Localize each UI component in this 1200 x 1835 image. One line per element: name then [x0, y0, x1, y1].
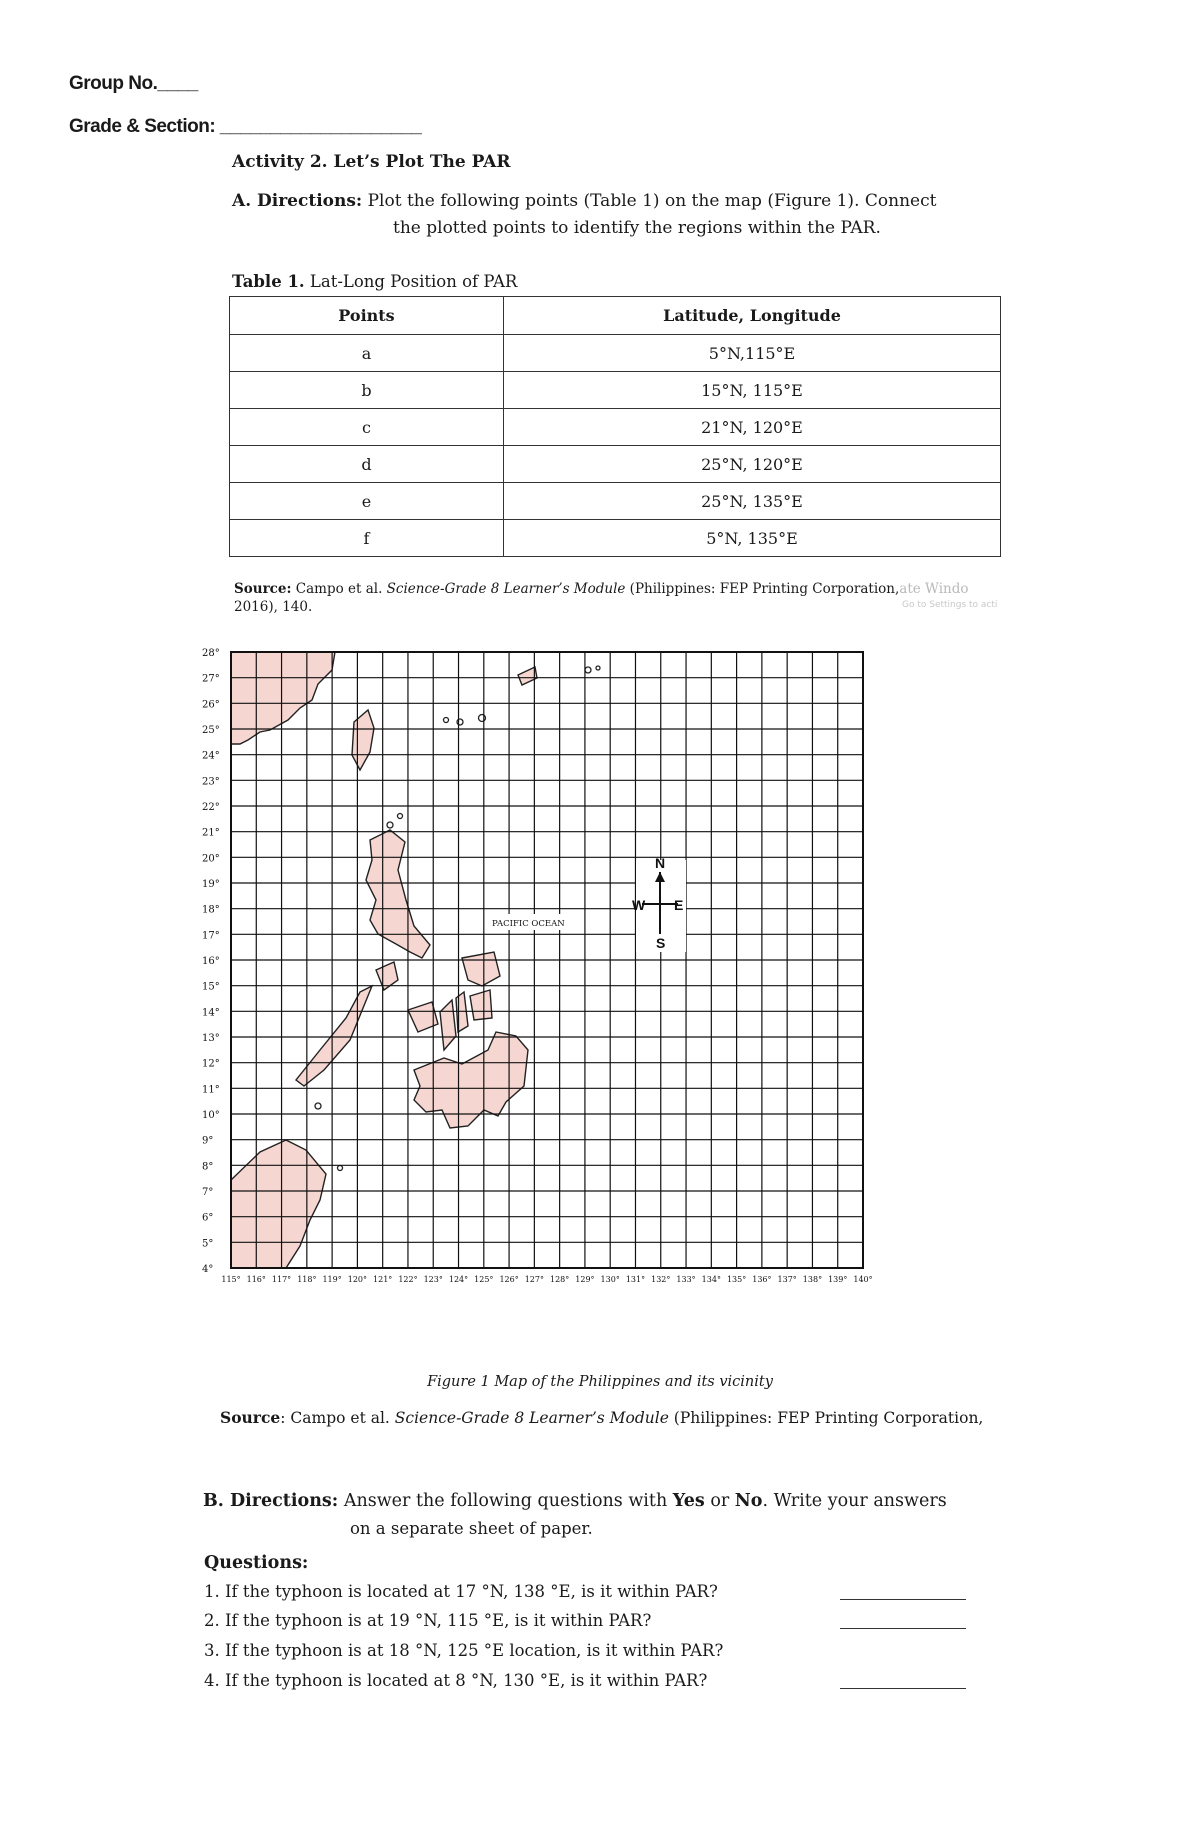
latitude-label: 5° — [202, 1238, 214, 1250]
compass-w: W — [632, 897, 646, 913]
directions-b-text: Answer the following questions with — [338, 1491, 673, 1511]
latitude-label: 6° — [202, 1212, 214, 1224]
latitude-label: 15° — [202, 981, 220, 993]
latlong-cell: 25°N, 120°E — [504, 446, 1001, 483]
latitude-label: 16° — [202, 956, 220, 967]
longitude-label: 125° — [474, 1275, 494, 1284]
latitude-label: 11° — [202, 1084, 220, 1096]
table-caption-label: Table 1. — [232, 272, 305, 291]
latlong-cell: 21°N, 120°E — [504, 409, 1001, 446]
answer-line-4[interactable] — [840, 1688, 966, 1689]
samar — [462, 952, 500, 986]
longitude-label: 131° — [625, 1275, 646, 1284]
latlong-cell: 15°N, 115°E — [504, 372, 1001, 409]
tawi-tawi-island — [338, 1166, 343, 1171]
longitude-label: 136° — [752, 1275, 772, 1284]
longitude-label: 127° — [524, 1275, 545, 1284]
source-authors: Campo et al. — [291, 581, 387, 597]
ryukyu-island — [457, 719, 463, 725]
point-cell: b — [230, 372, 504, 409]
longitude-label: 133° — [676, 1275, 696, 1284]
par-position-table — [229, 296, 1001, 557]
source2-label: Source — [220, 1408, 281, 1427]
directions-a — [232, 188, 1012, 242]
table-row — [230, 372, 1001, 409]
group-number-field[interactable]: Group No.____ — [69, 73, 198, 94]
figure-caption: Figure 1 Map of the Philippines and its vicinity — [427, 1374, 773, 1390]
table-row — [230, 483, 1001, 520]
header-lat-long: Latitude, Longitude — [504, 297, 1001, 335]
longitude-label: 124° — [448, 1275, 469, 1284]
directions-b — [203, 1488, 1063, 1542]
yes-word: Yes — [672, 1491, 705, 1511]
longitude-labels — [221, 1275, 872, 1284]
latitude-label: 4° — [202, 1264, 214, 1275]
latlong-cell: 5°N,115°E — [504, 335, 1001, 372]
longitude-label: 138° — [802, 1275, 823, 1284]
header-points: Points — [230, 297, 504, 335]
activation-watermark-sub: Go to Settings to acti — [902, 600, 998, 610]
activation-watermark: ate Windo — [899, 581, 969, 597]
source-year-page: 2016), 140. — [234, 599, 313, 615]
latitude-label: 17° — [202, 930, 220, 942]
longitude-label: 116° — [246, 1275, 266, 1284]
directions-b-label: B. Directions: — [203, 1491, 339, 1511]
okinawa-island — [479, 715, 486, 722]
latitude-label: 7° — [202, 1187, 214, 1198]
question-2: 2. If the typhoon is at 19 °N, 115 °E, is it within PAR? — [204, 1611, 652, 1630]
latitude-label: 18° — [202, 904, 220, 916]
china-mainland — [231, 652, 335, 744]
batanes-island — [387, 822, 393, 828]
longitude-label: 130° — [600, 1275, 620, 1284]
latitude-labels — [202, 648, 220, 1275]
latitude-label: 13° — [202, 1033, 220, 1044]
latitude-label: 14° — [202, 1007, 220, 1019]
table-header-row — [230, 297, 1001, 335]
island-dot — [585, 667, 591, 673]
questions-heading: Questions: — [204, 1553, 309, 1573]
compass-e: E — [674, 897, 684, 913]
table-row — [230, 409, 1001, 446]
latitude-label: 12° — [202, 1058, 220, 1070]
latlong-cell: 25°N, 135°E — [504, 483, 1001, 520]
longitude-label: 118° — [297, 1275, 317, 1284]
babuyan-island — [398, 814, 403, 819]
latlong-cell: 5°N, 135°E — [504, 520, 1001, 557]
longitude-label: 132° — [651, 1275, 671, 1284]
source2-title: Science-Grade 8 Learner’s Module — [394, 1409, 669, 1427]
latitude-label: 24° — [202, 750, 220, 762]
point-cell: e — [230, 483, 504, 520]
latitude-label: 19° — [202, 879, 220, 890]
source-title: Science-Grade 8 Learner’s Module — [386, 581, 626, 597]
latitude-label: 21° — [202, 827, 220, 839]
latitude-label: 20° — [202, 853, 220, 865]
longitude-label: 129° — [575, 1275, 595, 1284]
pacific-ocean-label: PACIFIC OCEAN — [492, 919, 565, 929]
source-label: Source: — [234, 581, 292, 597]
luzon — [366, 830, 430, 958]
table-row — [230, 520, 1001, 557]
latitude-label: 10° — [202, 1110, 220, 1121]
source-publisher: (Philippines: FEP Printing Corporation, — [625, 581, 900, 597]
longitude-label: 117° — [271, 1275, 292, 1284]
table-source — [234, 580, 1014, 616]
borneo — [231, 1140, 326, 1268]
longitude-label: 122° — [398, 1275, 418, 1284]
source2-authors: : Campo et al. — [280, 1409, 395, 1427]
compass-rose-icon — [632, 855, 686, 952]
directions-a-line1: Plot the following points (Table 1) on the map (Figure 1). Connect — [362, 191, 937, 211]
longitude-label: 135° — [726, 1275, 747, 1284]
latitude-label: 26° — [202, 699, 220, 711]
question-1: 1. If the typhoon is located at 17 °N, 138 °E, is it within PAR? — [204, 1582, 718, 1601]
directions-b-text2: . Write your answers — [762, 1491, 947, 1511]
longitude-label: 128° — [549, 1275, 570, 1284]
source2-publisher: (Philippines: FEP Printing Corporation, — [668, 1409, 984, 1427]
islet — [444, 718, 449, 723]
compass-n: N — [655, 855, 666, 871]
point-cell: c — [230, 409, 504, 446]
point-cell: a — [230, 335, 504, 372]
island-dot — [596, 666, 600, 670]
longitude-label: 115° — [221, 1275, 241, 1284]
or-word: or — [704, 1491, 735, 1511]
question-4: 4. If the typhoon is located at 8 °N, 130 °E, is it within PAR? — [204, 1671, 708, 1690]
table-row — [230, 446, 1001, 483]
longitude-label: 123° — [423, 1275, 443, 1284]
question-3: 3. If the typhoon is at 18 °N, 125 °E location, is it within PAR? — [204, 1641, 724, 1660]
activity-title: Activity 2. Let’s Plot The PAR — [232, 152, 511, 172]
longitude-label: 126° — [499, 1275, 519, 1284]
grade-section-field[interactable]: Grade & Section: ____________________ — [69, 116, 422, 137]
taiwan — [352, 710, 374, 770]
point-cell: f — [230, 520, 504, 557]
latitude-label: 25° — [202, 725, 220, 736]
longitude-label: 119° — [322, 1275, 342, 1284]
point-cell: d — [230, 446, 504, 483]
latitude-label: 9° — [202, 1135, 214, 1147]
longitude-label: 137° — [777, 1275, 797, 1284]
answer-line-1[interactable] — [840, 1599, 966, 1600]
longitude-label: 139° — [828, 1275, 848, 1284]
longitude-label: 121° — [373, 1275, 393, 1284]
negros — [440, 1000, 456, 1050]
philippines-grid-map — [200, 640, 1000, 1370]
table-caption-text: Lat-Long Position of PAR — [304, 272, 518, 291]
directions-a-line2: the plotted points to identify the regions within the PAR. — [393, 218, 881, 238]
latitude-label: 28° — [202, 648, 220, 659]
longitude-label: 120° — [347, 1275, 368, 1284]
table-row — [230, 335, 1001, 372]
figure-source — [220, 1408, 983, 1427]
no-word: No — [734, 1491, 763, 1511]
compass-s: S — [656, 935, 666, 951]
sulu-island — [315, 1103, 321, 1109]
directions-a-label: A. Directions: — [232, 191, 363, 211]
longitude-label: 140° — [853, 1275, 873, 1284]
bohol-cebu — [456, 992, 468, 1032]
longitude-label: 134° — [701, 1275, 721, 1284]
latitude-label: 22° — [202, 802, 220, 813]
latitude-label: 23° — [202, 776, 220, 788]
table-caption — [232, 272, 517, 291]
answer-line-2[interactable] — [840, 1628, 966, 1629]
latitude-label: 27° — [202, 673, 220, 685]
latitude-label: 8° — [202, 1161, 214, 1173]
directions-b-line2: on a separate sheet of paper. — [350, 1519, 593, 1538]
leyte — [470, 990, 492, 1020]
